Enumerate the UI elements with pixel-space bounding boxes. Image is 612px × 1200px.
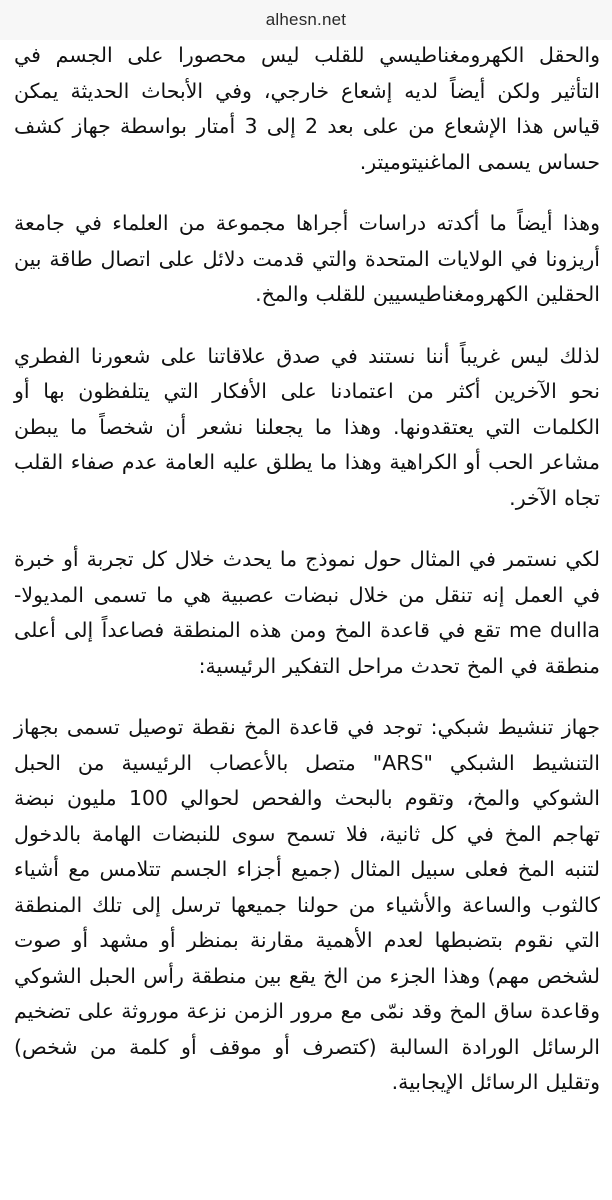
article-body: [14, 38, 600, 1127]
article-paragraph: وهذا أيضاً ما أكدته دراسات أجراها مجموعة من العلماء في جامعة أريزونا في الولايات المتحدة والتي قدمت دلائل على اتصال طاقة بين الحقلين الكهرومغناطيسيين للقلب والمخ.: [14, 211, 600, 306]
browser-address-bar[interactable]: [0, 0, 612, 40]
url-text: alhesn.net: [265, 10, 347, 29]
article-paragraph: جهاز تنشيط شبكي: توجد في قاعدة المخ نقطة توصيل تسمى بجهاز التنشيط الشبكي "ARS" متصل بالأعصاب الرئيسية من الحبل الشوكي والمخ، وتقوم بالبحث والفحص لحوالي 100 مليون نبضة تهاجم المخ في كل ثانية، فلا تسمح سوى للنبضات الهامة بالدخول لتنبه المخ فعلى سبيل المثال (جميع أجزاء الجسم تتلامس مع أشياء كالثوب والساعة والأشياء من حولنا جميعها ترسل إلى تلك المنطقة التي نقوم بتضبطها لعدم الأهمية مقارنة بمنظر أو مشهد أو صوت لشخص مهم) وهذا الجزء من الخ يقع بين منطقة رأس الحبل الشوكي وقاعدة ساق المخ وقد نمّى مع مرور الزمن نزعة موروثة على تضخيم الرسائل الورادة السالبة (كتصرف أو موقف أو كلمة من شخص) وتقليل الرسائل الإيجابية.: [14, 715, 601, 1094]
article-paragraph: والحقل الكهرومغناطيسي للقلب ليس محصورا على الجسم في التأثير ولكن أيضاً لديه إشعاع خارجي، وفي الأبحاث الحديثة يمكن قياس هذا الإشعاع من على بعد 2 إلى 3 أمتار بواسطة جهاز كشف حساس يسمى الماغنيتوميتر.: [14, 43, 600, 174]
article-paragraph: لذلك ليس غريباً أننا نستند في صدق علاقاتنا على شعورنا الفطري نحو الآخرين أكثر من اعتمادنا على الأفكار التي يتلفظون بها أو الكلمات التي يعتقدونها. وهذا ما يجعلنا نشعر أن شخصاً ما يبطن مشاعر الحب أو الكراهية وهذا ما يطلق عليه العامة عدم صفاء القلب تجاه الآخر.: [14, 343, 600, 510]
article-paragraph: لكي نستمر في المثال حول نموذج ما يحدث خلال كل تجربة أو خبرة في العمل إنه تنقل من خلال نبضات عصبية هي ما تسمى المديولا-me dulla تقع في قاعدة المخ ومن هذه المنطقة فصاعداً إلى أعلى منطقة في المخ تحدث مراحل التفكير الرئيسية:: [14, 547, 600, 678]
